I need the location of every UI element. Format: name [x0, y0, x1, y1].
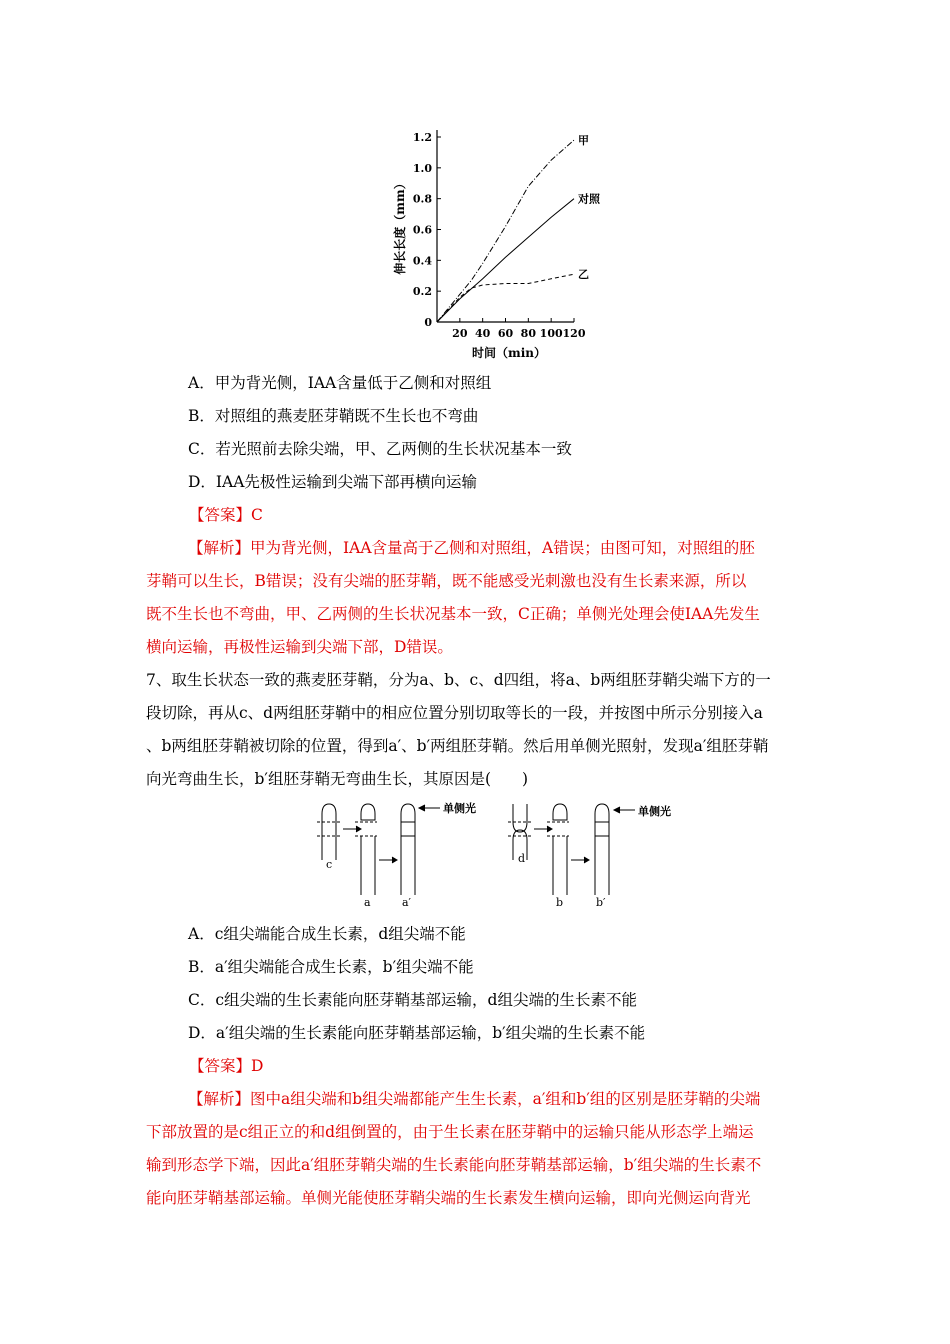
label-a: a: [364, 896, 371, 909]
q7-analysis-line-4: 能向胚芽鞘基部运输。单侧光能使胚芽鞘尖端的生长素发生横向运输，即向光侧运向背光: [146, 1189, 751, 1207]
q7-analysis-line-1: 【解析】图中a组尖端和b组尖端都能产生生长素，a′组和b′组的区别是胚芽鞘的尖端: [188, 1090, 761, 1108]
q7-stem-line-1: 7、取生长状态一致的燕麦胚芽鞘，分为a、b、c、d四组，将a、b两组胚芽鞘尖端下方的一: [146, 671, 771, 689]
series-line-3: [437, 274, 574, 322]
q7-stem-line-3: 、b两组胚芽鞘被切除的位置，得到a′、b′两组胚芽鞘。然后用单侧光照射，发现a′组胚芽鞘: [146, 737, 769, 755]
q7-option-b: B．a′组尖端能合成生长素，b′组尖端不能: [188, 958, 474, 976]
y-tick-label: 0.2: [412, 285, 432, 299]
y-tick-label: 0.6: [412, 223, 432, 237]
x-tick-label: 80: [520, 327, 536, 340]
q7-option-a: A．c组尖端能合成生长素，d组尖端不能: [188, 925, 466, 943]
q7-stem-line-4: 向光弯曲生长，b′组胚芽鞘无弯曲生长，其原因是( ): [146, 770, 529, 788]
y-tick-label: 0: [424, 316, 432, 329]
y-tick-label: 0.8: [412, 192, 432, 206]
c-coleoptile: [322, 804, 336, 860]
label-b-prime: b′: [596, 896, 606, 909]
y-axis-label: 伸长长度（mm）: [393, 177, 407, 275]
series-line-2: [437, 199, 574, 322]
a-tip: [361, 804, 375, 820]
label-b: b: [556, 896, 564, 909]
coleoptile-diagram: [315, 800, 695, 915]
label-d: d: [518, 852, 526, 865]
q6-analysis-line-4: 横向运输，再极性运输到尖端下部，D错误。: [146, 638, 453, 656]
q7-analysis-line-2: 下部放置的是c组正立的和d组倒置的，由于生长素在胚芽鞘中的运输只能从形态学上端运: [146, 1123, 754, 1141]
series-label-3: 乙: [578, 268, 589, 282]
b-stem: [553, 836, 567, 895]
series-label-1: 甲: [578, 134, 589, 148]
series-line-1: [437, 140, 574, 322]
q7-analysis-line-3: 输到形态学下端，因此a′组胚芽鞘尖端的生长素能向胚芽鞘基部运输，b′组尖端的生长素不: [146, 1156, 762, 1174]
label-c: c: [326, 858, 333, 871]
y-tick-label: 1.0: [412, 161, 432, 175]
b-tip: [553, 804, 567, 820]
x-tick-label: 40: [475, 327, 491, 340]
q6-analysis-line-2: 芽鞘可以生长，B错误；没有尖端的胚芽鞘，既不能感受光刺激也没有生长素来源，所以: [146, 572, 747, 590]
label-light-1: 单侧光: [443, 802, 476, 815]
label-a-prime: a′: [402, 896, 412, 909]
q7-stem-line-2: 段切除，再从c、d两组胚芽鞘中的相应位置分别切取等长的一段，并按图中所示分别接入a: [146, 704, 763, 722]
q7-option-d: D．a′组尖端的生长素能向胚芽鞘基部运输，b′组尖端的生长素不能: [188, 1024, 646, 1042]
x-tick-label: 100: [539, 327, 563, 340]
q6-answer: 【答案】C: [189, 506, 263, 524]
q6-option-a: A．甲为背光侧，IAA含量低于乙侧和对照组: [188, 374, 492, 392]
series-label-2: 对照: [578, 192, 600, 206]
growth-chart: [390, 120, 630, 370]
a-prime-coleoptile: [401, 804, 415, 895]
y-tick-label: 1.2: [412, 131, 432, 144]
q6-option-c: C．若光照前去除尖端，甲、乙两侧的生长状况基本一致: [188, 440, 572, 458]
q6-analysis-line-3: 既不生长也不弯曲，甲、乙两侧的生长状况基本一致，C正确；单侧光处理会使IAA先发生: [146, 605, 760, 623]
q6-option-d: D．IAA先极性运输到尖端下部再横向运输: [188, 473, 477, 491]
q6-analysis-line-1: 【解析】甲为背光侧，IAA含量高于乙侧和对照组，A错误；由图可知，对照组的胚: [188, 539, 755, 557]
q7-answer: 【答案】D: [189, 1057, 264, 1075]
label-light-2: 单侧光: [638, 805, 671, 818]
q6-option-b: B．对照组的燕麦胚芽鞘既不生长也不弯曲: [188, 407, 479, 425]
b-prime-coleoptile: [595, 804, 609, 895]
y-tick-label: 0.4: [412, 254, 432, 268]
a-stem: [361, 836, 375, 895]
q7-option-c: C．c组尖端的生长素能向胚芽鞘基部运输，d组尖端的生长素不能: [188, 991, 637, 1009]
x-axis-label: 时间（min）: [472, 346, 546, 360]
x-tick-label: 20: [452, 327, 468, 340]
x-tick-label: 120: [562, 327, 586, 340]
x-tick-label: 60: [497, 327, 514, 340]
